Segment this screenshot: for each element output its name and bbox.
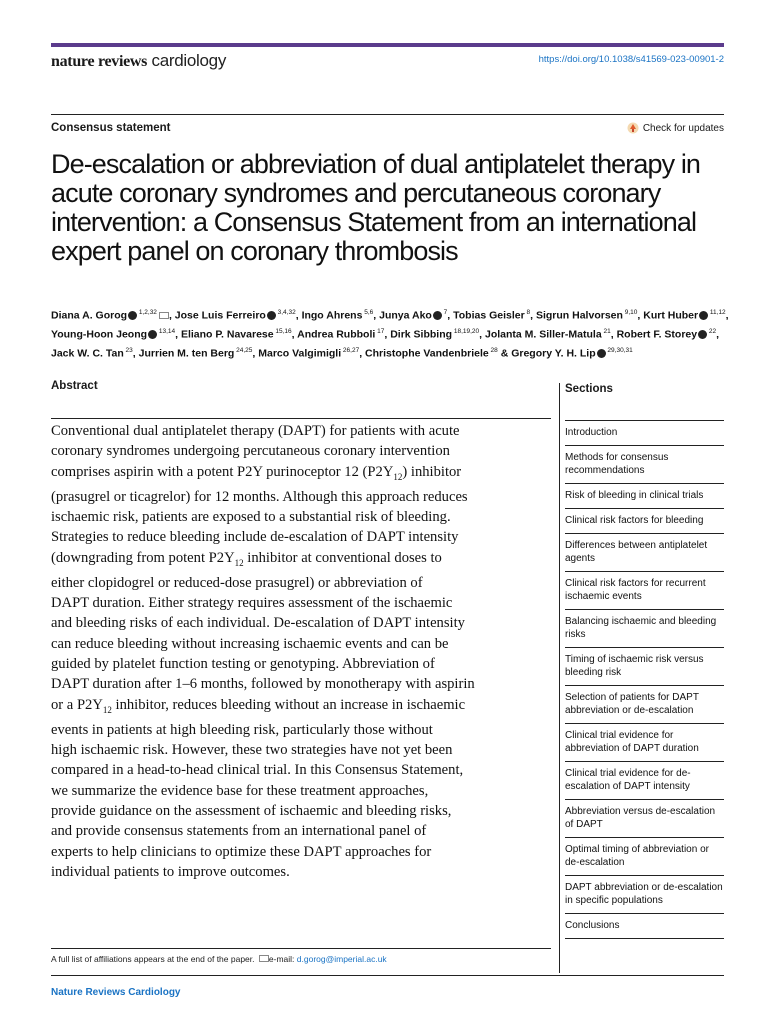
- footer-rule: [51, 975, 724, 976]
- abstract-rule: [51, 418, 551, 419]
- journal-section: cardiology: [151, 51, 227, 70]
- journal-logo[interactable]: [51, 51, 226, 71]
- abstract-heading: Abstract: [51, 380, 98, 392]
- author-name[interactable]: Eliano P. Navarese: [180, 328, 274, 341]
- section-link[interactable]: Clinical risk factors for bleeding: [565, 509, 724, 534]
- orcid-icon[interactable]: [597, 349, 606, 358]
- footer-journal-name[interactable]: Nature Reviews Cardiology: [51, 987, 181, 998]
- affiliation-sup: 11,12: [708, 309, 726, 316]
- abstract-line: provide guidance on the assessment of ischaemic and bleeding risks,: [51, 803, 452, 820]
- section-link[interactable]: Conclusions: [565, 914, 724, 939]
- section-link[interactable]: Clinical risk factors for recurrent ischaemic events: [565, 572, 724, 610]
- abstract-line: guided by platelet function testing or genotyping. Abbreviation of: [51, 656, 435, 673]
- author-name[interactable]: Andrea Rubboli: [297, 328, 376, 341]
- affiliation-sup: 1,2,32: [137, 309, 157, 316]
- affiliation-sup: 29,30,31: [605, 347, 633, 354]
- author-list: Diana A. Gorog $^{1,2,32}$ , Jose Luis Ferreiro $^{3,4,32}$, Ingo Ahrens $^{5,6}$, Junya Ako $^7$, Tobias Geisler $^8$, Sigrun Halvorsen $^{9,10}$, Kurt Huber $^{11,12}$, Young-Hoon Jeong $^{13,14}$, Eliano P. Navarese $^{15,16}$, Andrea Rubboli $^{17}$, Dirk Sibbing $^{18,19,20}$, Jolanta M. Siller-Matula $^{21}$, Robert F. Storey $^{22}$, Jack W. C. Tan $^{23}$, Jurrien M. ten Berg $^{24,25}$, Marco Valgimigli $^{26,27}$, Christophe Vandenbriele $^{28}$ & Gregory Y. H. Lip $^{29,30,31}$: [51, 309, 729, 360]
- email-label: e-mail:: [268, 954, 295, 964]
- mail-icon[interactable]: [159, 312, 169, 319]
- author-name[interactable]: Ingo Ahrens: [301, 309, 363, 322]
- orcid-icon[interactable]: [267, 311, 276, 320]
- affiliation-sup: 15,16: [273, 328, 292, 335]
- orcid-icon[interactable]: [699, 311, 708, 320]
- author-name[interactable]: Kurt Huber: [643, 309, 699, 322]
- section-link[interactable]: Selection of patients for DAPT abbreviation or de-escalation: [565, 686, 724, 724]
- email-link[interactable]: d.gorog@imperial.ac.uk: [296, 954, 387, 964]
- orcid-icon[interactable]: [433, 311, 442, 320]
- column-divider: [559, 383, 560, 973]
- section-link[interactable]: Risk of bleeding in clinical trials: [565, 484, 724, 509]
- article-type: Consensus statement: [51, 122, 171, 134]
- section-link[interactable]: Clinical trial evidence for de-escalation of DAPT intensity: [565, 762, 724, 800]
- sections-nav: [565, 383, 724, 939]
- abstract-line: compared in a head-to-head clinical trial. In this Consensus Statement,: [51, 762, 464, 779]
- abstract-line: we summarize the evidence base for these treatment approaches,: [51, 782, 429, 799]
- check-updates-label: Check for updates: [642, 122, 724, 134]
- header-rule: [51, 43, 724, 47]
- abstract-line: and provide consensus statements from an international panel of: [51, 823, 427, 840]
- affiliations-footnote: [51, 954, 387, 964]
- abstract-line: Conventional dual antiplatelet therapy (DAPT) for patients with acute: [51, 423, 460, 439]
- section-link[interactable]: DAPT abbreviation or de-escalation in specific populations: [565, 876, 724, 914]
- abstract-line: or a $P2Y_{12}$ inhibitor, reduces bleeding without an increase in ischaemic: [51, 696, 466, 715]
- abstract-line: (prasugrel or ticagrelor) for 12 months. Although this approach reduces: [51, 488, 468, 505]
- footnote-rule: [51, 948, 551, 949]
- mail-icon: [259, 955, 269, 962]
- author-name[interactable]: Sigrun Halvorsen: [535, 309, 623, 322]
- orcid-icon[interactable]: [128, 311, 137, 320]
- section-link[interactable]: Balancing ischaemic and bleeding risks: [565, 610, 724, 648]
- abstract-line: and bleeding risks of each individual. De-escalation of DAPT intensity: [51, 615, 465, 632]
- abstract-line: (downgrading from potent $P2Y_{12}$ inhibitor at conventional doses to: [51, 549, 442, 568]
- check-updates-icon: [627, 122, 639, 134]
- orcid-icon[interactable]: [148, 330, 157, 339]
- affiliation-sup: 8: [524, 309, 531, 316]
- section-link[interactable]: Timing of ischaemic risk versus bleeding risk: [565, 648, 724, 686]
- author-name[interactable]: Jolanta M. Siller-Matula: [484, 328, 602, 341]
- section-link[interactable]: Differences between antiplatelet agents: [565, 534, 724, 572]
- sections-heading: Sections: [565, 383, 724, 421]
- abstract-line: can reduce bleeding without increasing ischaemic events and can be: [51, 635, 449, 652]
- footnote-text: A full list of affiliations appears at the end of the paper.: [51, 954, 255, 964]
- author-name[interactable]: Tobias Geisler: [453, 309, 525, 322]
- author-name[interactable]: Diana A. Gorog: [51, 309, 128, 322]
- section-link[interactable]: Optimal timing of abbreviation or de-escalation: [565, 838, 724, 876]
- section-link[interactable]: Introduction: [565, 421, 724, 446]
- journal-brand: nature reviews: [51, 53, 148, 70]
- abstract-line: individual patients to improve outcomes.: [51, 863, 290, 880]
- affiliation-sup: 18,19,20: [452, 328, 480, 335]
- abstract-line: Strategies to reduce bleeding include de-escalation of DAPT intensity: [51, 529, 459, 546]
- author-name[interactable]: Christophe Vandenbriele: [365, 347, 489, 360]
- abstract-line: comprises aspirin with a potent P2Y purinoceptor 12 $(P2Y_{12})$ inhibitor: [51, 463, 462, 482]
- section-link[interactable]: Clinical trial evidence for abbreviation of DAPT duration: [565, 724, 724, 762]
- abstract-line: high ischaemic risk. However, these two strategies have not yet been: [51, 742, 453, 759]
- author-name[interactable]: Robert F. Storey: [616, 328, 698, 341]
- check-updates-button[interactable]: [627, 122, 724, 134]
- affiliation-sup: 5,6: [362, 309, 374, 316]
- abstract-line: events in patients at high bleeding risk, particularly those without: [51, 721, 433, 738]
- author-name[interactable]: Gregory Y. H. Lip: [511, 347, 596, 360]
- affiliation-sup: 9,10: [622, 309, 638, 316]
- divider: [51, 114, 724, 115]
- doi-link[interactable]: https://doi.org/10.1038/s41569-023-00901-2: [538, 54, 724, 65]
- author-name[interactable]: Dirk Sibbing: [390, 328, 453, 341]
- abstract-line: DAPT duration. Either strategy requires assessment of the ischaemic: [51, 595, 453, 612]
- abstract-line: ischaemic risk, patients are exposed to a substantial risk of bleeding.: [51, 509, 451, 526]
- article-title: De-escalation or abbreviation of dual antiplatelet therapy in acute coronary syndromes and percutaneous coronary intervention: a Consensus Statement from an international expert panel on coronary thrombosis: [51, 149, 701, 266]
- author-name[interactable]: Jurrien M. ten Berg: [138, 347, 235, 360]
- author-name[interactable]: Jack W. C. Tan: [51, 347, 124, 360]
- section-link[interactable]: Abbreviation versus de-escalation of DAPT: [565, 800, 724, 838]
- abstract-line: DAPT duration after 1–6 months, followed by monotherapy with aspirin: [51, 676, 475, 693]
- author-name[interactable]: Jose Luis Ferreiro: [174, 309, 266, 322]
- affiliation-sup: 21: [601, 328, 611, 335]
- affiliation-sup: 17: [375, 328, 385, 335]
- affiliation-sup: 7: [441, 309, 448, 316]
- abstract-body: [51, 421, 556, 882]
- author-name[interactable]: Junya Ako: [379, 309, 432, 322]
- author-name[interactable]: Marco Valgimigli: [258, 347, 342, 360]
- author-name[interactable]: Young-Hoon Jeong: [51, 328, 148, 341]
- affiliation-sup: 26,27: [341, 347, 360, 354]
- affiliation-sup: 28: [488, 347, 498, 354]
- affiliation-sup: 23: [123, 347, 133, 354]
- abstract-line: coronary syndromes undergoing percutaneous coronary intervention: [51, 443, 450, 460]
- abstract-line: experts to help clinicians to optimize these DAPT approaches for: [51, 843, 432, 860]
- orcid-icon[interactable]: [698, 330, 707, 339]
- affiliation-sup: 13,14: [157, 328, 176, 335]
- section-link[interactable]: Methods for consensus recommendations: [565, 446, 724, 484]
- affiliation-sup: 3,4,32: [275, 309, 296, 316]
- affiliation-sup: 24,25: [234, 347, 253, 354]
- abstract-line: either clopidogrel or reduced-dose prasugrel) or abbreviation of: [51, 574, 423, 591]
- affiliation-sup: 22: [707, 328, 717, 335]
